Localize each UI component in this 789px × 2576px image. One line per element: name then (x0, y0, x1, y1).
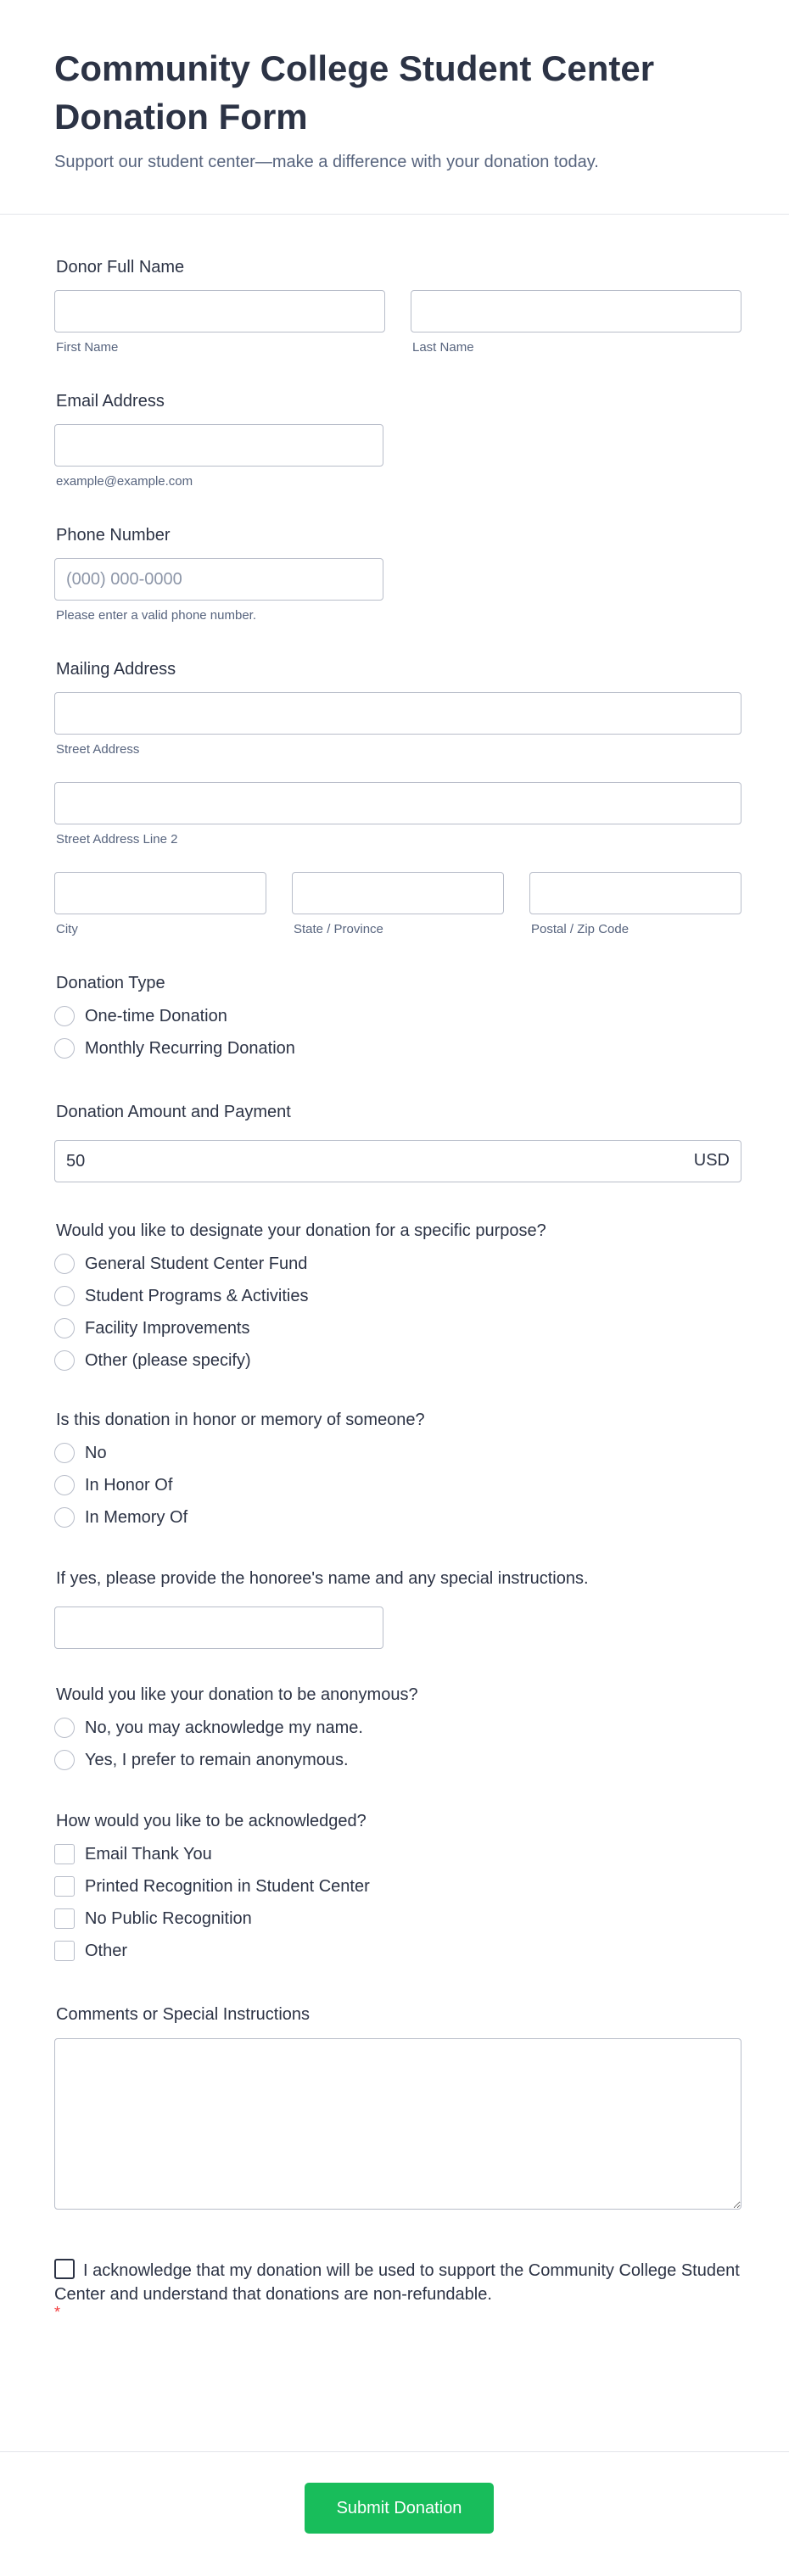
honor-label: Is this donation in honor or memory of someone? (56, 1411, 425, 1429)
radio-icon[interactable] (54, 1318, 75, 1338)
mailing-address-field (54, 658, 735, 937)
mailing-address-label: Mailing Address (56, 660, 176, 679)
radio-icon[interactable] (54, 1718, 75, 1738)
submit-donation-button[interactable]: Submit Donation (305, 2483, 494, 2534)
email-label: Email Address (56, 392, 165, 411)
street-address-input[interactable] (54, 692, 741, 735)
required-asterisk: * (54, 2304, 61, 2321)
currency-label: USD (693, 1151, 730, 1170)
donation-type-option[interactable]: One-time Donation (54, 1000, 735, 1032)
checkbox-icon[interactable] (54, 1941, 75, 1961)
last-name-input[interactable] (411, 290, 741, 332)
last-name-sublabel: Last Name (412, 340, 474, 355)
agreement-text: I acknowledge that my donation will be used to support the Community College Student Center and understand that donations are non-refundable. (54, 2261, 740, 2304)
honoree-field (54, 1567, 735, 1649)
radio-icon[interactable] (54, 1038, 75, 1059)
radio-icon[interactable] (54, 1475, 75, 1495)
page-subtitle: Support our student center—make a difference with your donation today. (54, 153, 599, 171)
phone-field (54, 524, 735, 623)
checkbox-icon[interactable] (54, 1908, 75, 1929)
anonymous-option[interactable]: No, you may acknowledge my name. (54, 1712, 735, 1744)
anonymous-label: Would you like your donation to be anonymous? (56, 1685, 418, 1704)
first-name-input[interactable] (54, 290, 385, 332)
acknowledgement-field (54, 1810, 735, 1967)
anonymous-option[interactable]: Yes, I prefer to remain anonymous. (54, 1744, 735, 1776)
radio-icon[interactable] (54, 1443, 75, 1463)
honor-option[interactable]: No (54, 1437, 735, 1469)
radio-icon[interactable] (54, 1286, 75, 1306)
purpose-option[interactable]: General Student Center Fund (54, 1248, 735, 1280)
acknowledgement-option[interactable]: Printed Recognition in Student Center (54, 1870, 735, 1903)
form-body (0, 256, 789, 2321)
email-input[interactable] (54, 424, 383, 467)
acknowledgement-option[interactable]: Other (54, 1935, 735, 1967)
comments-field (54, 2003, 735, 2210)
radio-icon[interactable] (54, 1750, 75, 1770)
purpose-option[interactable]: Facility Improvements (54, 1312, 735, 1344)
email-field (54, 390, 735, 489)
purpose-option[interactable]: Student Programs & Activities (54, 1280, 735, 1312)
acknowledgement-option[interactable]: No Public Recognition (54, 1903, 735, 1935)
form-header (0, 0, 789, 215)
acknowledgement-option[interactable]: Email Thank You (54, 1838, 735, 1870)
agreement-field (54, 2259, 741, 2321)
radio-icon[interactable] (54, 1006, 75, 1026)
honor-field (54, 1409, 735, 1534)
donation-type-field (54, 972, 735, 1064)
donation-type-option[interactable]: Monthly Recurring Donation (54, 1032, 735, 1064)
agreement-checkbox[interactable] (54, 2259, 75, 2279)
street-address-line2-input[interactable] (54, 782, 741, 824)
phone-sublabel: Please enter a valid phone number. (56, 608, 256, 623)
donation-type-label: Donation Type (56, 974, 165, 992)
state-input[interactable] (292, 872, 504, 914)
donation-amount-label: Donation Amount and Payment (56, 1103, 291, 1121)
checkbox-icon[interactable] (54, 1844, 75, 1864)
honoree-input[interactable] (54, 1607, 383, 1649)
street-address-sublabel: Street Address (56, 742, 140, 757)
donor-name-label: Donor Full Name (56, 258, 185, 277)
comments-textarea[interactable] (54, 2038, 741, 2210)
purpose-option[interactable]: Other (please specify) (54, 1344, 735, 1377)
comments-label: Comments or Special Instructions (56, 2005, 311, 2024)
city-input[interactable] (54, 872, 266, 914)
anonymous-field (54, 1684, 735, 1776)
zip-sublabel: Postal / Zip Code (531, 922, 630, 936)
purpose-label: Would you like to designate your donation for a specific purpose? (56, 1221, 546, 1240)
street-address-line2-sublabel: Street Address Line 2 (56, 832, 178, 847)
radio-icon[interactable] (54, 1350, 75, 1371)
honor-option[interactable]: In Honor Of (54, 1469, 735, 1501)
first-name-sublabel: First Name (56, 340, 119, 355)
phone-input[interactable] (54, 558, 383, 601)
honor-option[interactable]: In Memory Of (54, 1501, 735, 1534)
donation-amount-input[interactable] (54, 1140, 741, 1182)
radio-icon[interactable] (54, 1254, 75, 1274)
email-sublabel: example@example.com (56, 474, 193, 489)
state-sublabel: State / Province (294, 922, 383, 936)
donor-name-field (54, 256, 735, 355)
phone-label: Phone Number (56, 526, 171, 545)
page-title: Community College Student Center Donation Form (54, 48, 655, 137)
donation-amount-field (54, 1101, 735, 1182)
zip-input[interactable] (529, 872, 741, 914)
honoree-label: If yes, please provide the honoree's name and any special instructions. (56, 1569, 589, 1588)
checkbox-icon[interactable] (54, 1876, 75, 1897)
purpose-field (54, 1220, 735, 1377)
city-sublabel: City (56, 922, 78, 936)
radio-icon[interactable] (54, 1507, 75, 1528)
acknowledgement-label: How would you like to be acknowledged? (56, 1812, 367, 1830)
